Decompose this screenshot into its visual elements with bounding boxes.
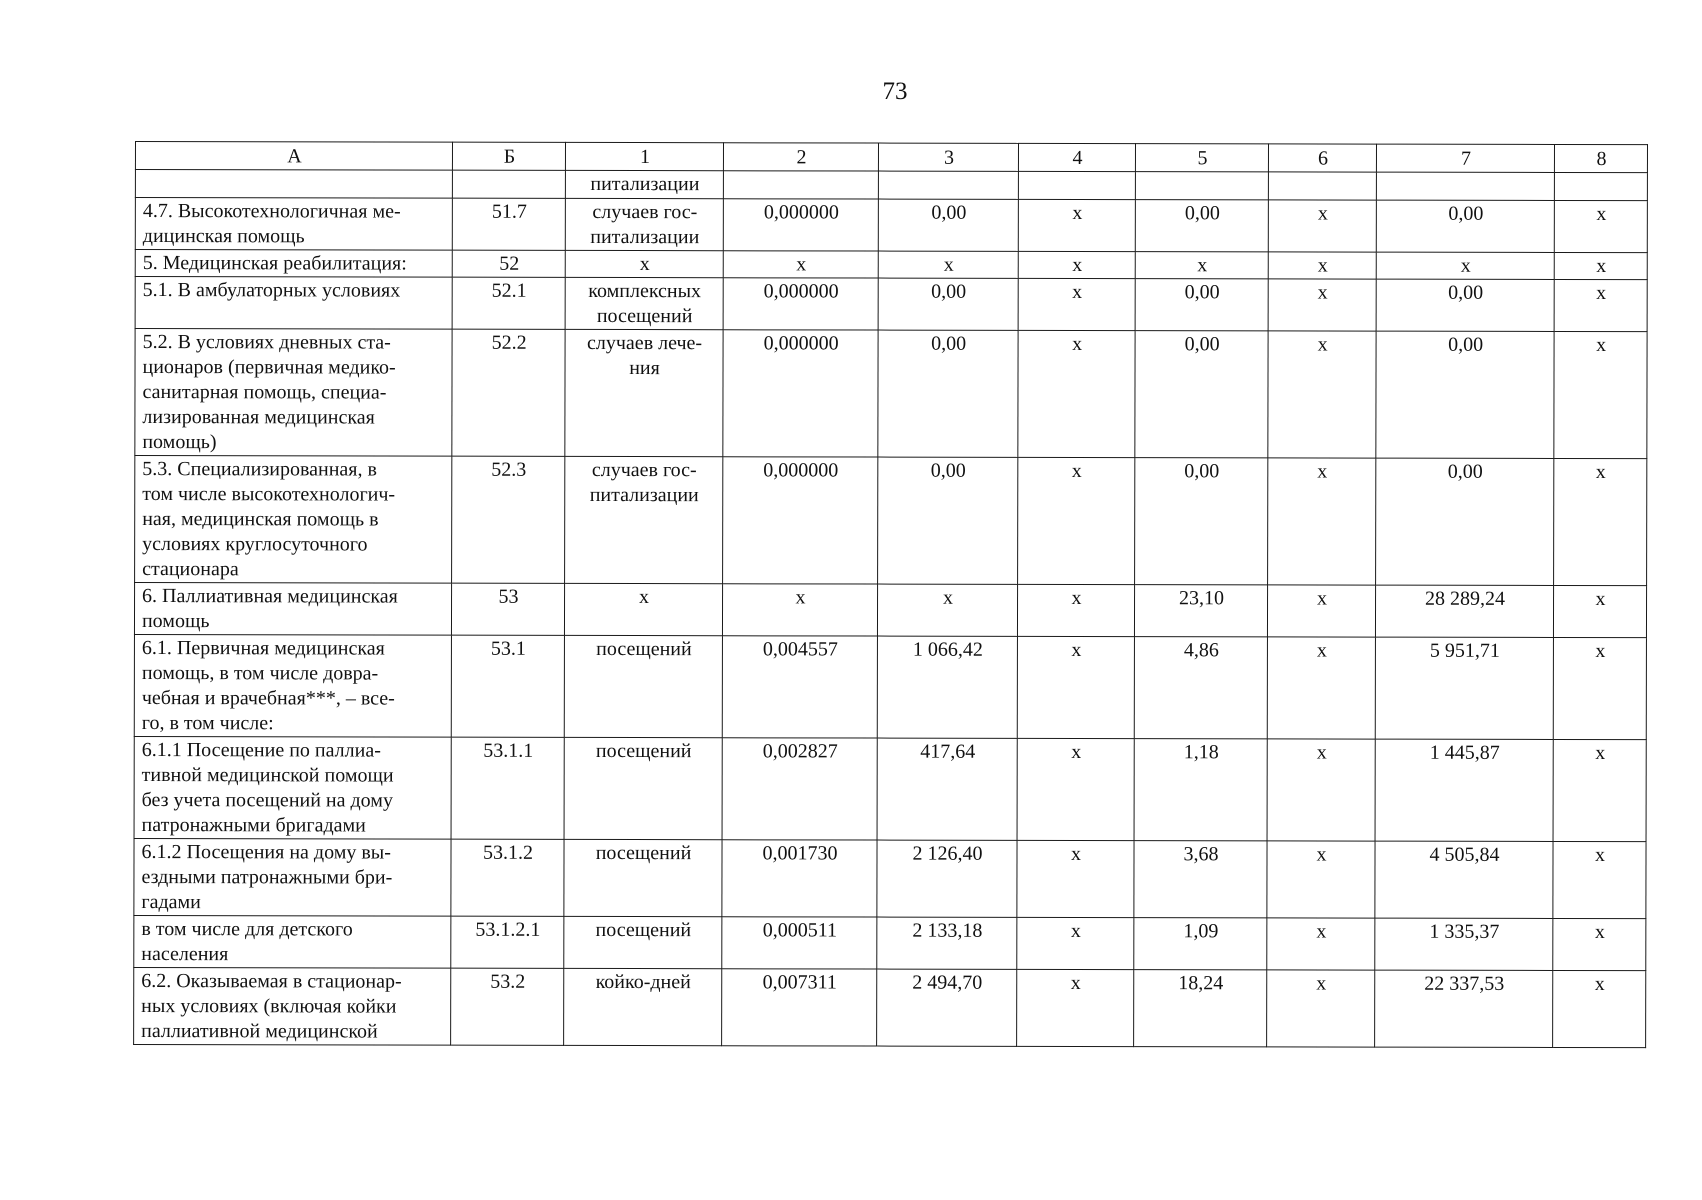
table-cell: х [722, 584, 877, 636]
header-cell: Б [452, 142, 565, 170]
table-cell: 0,00 [1135, 200, 1268, 252]
row-unit-cell: случаев лече- ния [565, 329, 723, 456]
table-cell: 0,00 [1376, 331, 1554, 458]
table-cell: х [1017, 969, 1134, 1046]
row-code-cell: 53.1.1 [451, 737, 564, 839]
table-cell: 0,00 [878, 278, 1018, 330]
table-cell: х [877, 584, 1017, 636]
table-cell: х [1268, 200, 1376, 252]
header-cell: 5 [1135, 144, 1268, 172]
table-cell: 1,09 [1134, 918, 1267, 970]
row-code-cell: 52.2 [452, 329, 565, 456]
table-cell: х [1017, 917, 1134, 969]
table-cell: х [723, 251, 878, 278]
table-cell: 2 126,40 [877, 840, 1017, 917]
table-cell: х [1268, 458, 1376, 585]
table-cell [1018, 171, 1135, 199]
table-cell: х [1268, 331, 1376, 458]
table-cell: х [1267, 970, 1375, 1047]
table-row [134, 634, 1646, 739]
table-cell: питализации [565, 170, 723, 198]
row-name-cell: 5.1. В амбулаторных условиях [135, 277, 452, 330]
page-number: 73 [882, 78, 908, 105]
row-unit-cell: посещений [564, 635, 722, 737]
table-cell: х [1018, 457, 1135, 584]
row-name-cell: 6.2. Оказываемая в стационар- ных условиях (включая койки паллиативной медицинской [134, 967, 451, 1045]
table-cell [1554, 172, 1647, 200]
table-cell: 0,00 [1135, 331, 1268, 458]
table-cell: 0,00 [878, 199, 1018, 251]
table-cell: 0,004557 [722, 636, 877, 738]
table-cell: х [1554, 458, 1647, 585]
table-cell: х [1554, 252, 1647, 279]
header-cell: 7 [1376, 144, 1554, 172]
row-unit-cell: посещений [564, 839, 722, 916]
table-cell: х [1267, 637, 1375, 739]
table-cell: х [1553, 637, 1646, 739]
table-cell: 0,00 [1376, 279, 1554, 331]
table-cell: 3,68 [1134, 841, 1267, 918]
row-code-cell: 52.1 [452, 277, 565, 329]
table-cell: х [1135, 252, 1268, 279]
table-row [134, 583, 1646, 638]
table-cell: х [1553, 739, 1646, 841]
table-cell: 0,000000 [723, 457, 878, 584]
table-cell: х [1018, 278, 1135, 330]
table-cell: х [1017, 738, 1134, 840]
table-cell: 0,00 [1376, 458, 1554, 585]
table-cell: х [1268, 279, 1376, 331]
table-cell [452, 170, 565, 198]
table-cell: х [1553, 841, 1646, 918]
table-cell [878, 171, 1018, 199]
table-cell: х [1554, 279, 1647, 331]
table-row [135, 198, 1647, 253]
row-code-cell: 52.3 [452, 456, 565, 583]
data-table [133, 141, 1648, 1048]
table-cell: х [1018, 251, 1135, 278]
row-name-cell: 5.2. В условиях дневных ста- ционаров (первичная медико- санитарная помощь, специа- лизированная медицинская помощь) [135, 329, 452, 457]
header-cell: 3 [878, 143, 1018, 171]
table-cell: 22 337,53 [1375, 970, 1553, 1047]
table-cell [1135, 172, 1268, 200]
table-cell: х [878, 251, 1018, 278]
row-unit-cell: посещений [564, 737, 722, 839]
row-unit-cell: случаев гос- питализации [565, 456, 723, 583]
row-code-cell: 53.2 [451, 968, 564, 1045]
header-cell: 8 [1554, 144, 1647, 172]
row-name-cell: 5. Медицинская реабилитация: [135, 250, 452, 278]
row-unit-cell: случаев гос- питализации [565, 198, 723, 250]
table-cell: 4,86 [1134, 637, 1267, 739]
table-row [135, 250, 1647, 280]
table-cell: 0,000000 [723, 199, 878, 251]
table-cell: 0,000000 [723, 330, 878, 457]
row-name-cell: 6. Паллиативная медицинская помощь [134, 583, 451, 636]
table-row [135, 277, 1647, 332]
table-cell: 1 335,37 [1375, 918, 1553, 970]
table-cell: 1 066,42 [877, 636, 1017, 738]
table-cell: 0,00 [878, 457, 1018, 584]
table-cell: х [1267, 841, 1375, 918]
table-cell: 0,00 [1135, 458, 1268, 585]
header-cell: 6 [1268, 144, 1376, 172]
table-cell: х [1018, 330, 1135, 457]
table-cell: 5 951,71 [1375, 637, 1553, 739]
table-cell: 0,000511 [722, 917, 877, 969]
row-name-cell: 5.3. Специализированная, в том числе высокотехнологич- ная, медицинская помощь в условиях круглосуточного стационара [135, 456, 452, 584]
table-cell: 0,00 [878, 330, 1018, 457]
table-cell [723, 171, 878, 199]
table-cell: 23,10 [1134, 585, 1267, 637]
table-cell: х [1553, 585, 1646, 637]
row-unit-cell: х [564, 583, 722, 635]
table-cell: 2 494,70 [877, 969, 1017, 1046]
table-cell: х [1017, 840, 1134, 917]
header-cell: 1 [565, 142, 723, 170]
table-cell: 4 505,84 [1375, 841, 1553, 918]
row-code-cell: 53.1.2 [451, 839, 564, 916]
row-code-cell: 53.1 [451, 635, 564, 737]
table-cell [135, 170, 452, 199]
table-row [135, 329, 1647, 459]
header-cell: 2 [723, 143, 878, 171]
continuation-row [135, 170, 1647, 201]
table-cell [1268, 172, 1376, 200]
table-row [134, 838, 1646, 918]
table-cell: 0,000000 [723, 278, 878, 330]
row-name-cell: 6.1. Первичная медицинская помощь, в том числе довра- чебная и врачебная***, – все- го, в том числе: [134, 634, 451, 737]
row-code-cell: 52 [452, 250, 565, 277]
table-cell: х [1018, 199, 1135, 251]
table-row [135, 456, 1647, 586]
header-cell: А [135, 142, 452, 171]
row-name-cell: 6.1.2 Посещения на дому вы- ездными патронажными бри- гадами [134, 838, 451, 916]
table-cell: 0,001730 [722, 840, 877, 917]
table-cell: х [1017, 636, 1134, 738]
header-cell: 4 [1018, 143, 1135, 171]
table-cell: 1 445,87 [1375, 739, 1553, 841]
row-name-cell: 4.7. Высокотехнологичная ме- дицинская помощь [135, 198, 452, 251]
row-code-cell: 53 [451, 583, 564, 635]
table-cell: х [1376, 252, 1554, 279]
table-cell: 0,007311 [722, 969, 877, 1046]
row-unit-cell: х [565, 250, 723, 277]
table-cell: 417,64 [877, 738, 1017, 840]
table-cell: х [1553, 970, 1646, 1047]
header-row [135, 142, 1647, 173]
table-cell: х [1267, 739, 1375, 841]
table-row [134, 915, 1646, 970]
table-cell: х [1553, 918, 1646, 970]
row-name-cell: в том числе для детского населения [134, 915, 451, 968]
table-cell: х [1267, 918, 1375, 970]
table-cell: х [1554, 331, 1647, 458]
row-code-cell: 53.1.2.1 [451, 916, 564, 968]
table-row [134, 736, 1646, 841]
row-unit-cell: комплексных посещений [565, 277, 723, 329]
row-name-cell: 6.1.1 Посещение по паллиа- тивной медицинской помощи без учета посещений на дому патронажными бригадами [134, 736, 451, 839]
row-unit-cell: койко-дней [564, 968, 722, 1045]
table-cell: 2 133,18 [877, 917, 1017, 969]
table-cell: 0,00 [1376, 200, 1554, 252]
row-unit-cell: посещений [564, 916, 722, 968]
table-cell: 0,00 [1135, 279, 1268, 331]
table-cell: 28 289,24 [1375, 585, 1553, 637]
table-row [134, 967, 1646, 1047]
table-cell: 1,18 [1134, 739, 1267, 841]
table-cell: х [1554, 200, 1647, 252]
row-code-cell: 51.7 [452, 198, 565, 250]
table-cell: х [1267, 585, 1375, 637]
table-cell [1376, 172, 1554, 200]
table-cell: х [1268, 252, 1376, 279]
table-cell: х [1017, 584, 1134, 636]
table-cell: 0,002827 [722, 738, 877, 840]
table-cell: 18,24 [1134, 970, 1267, 1047]
